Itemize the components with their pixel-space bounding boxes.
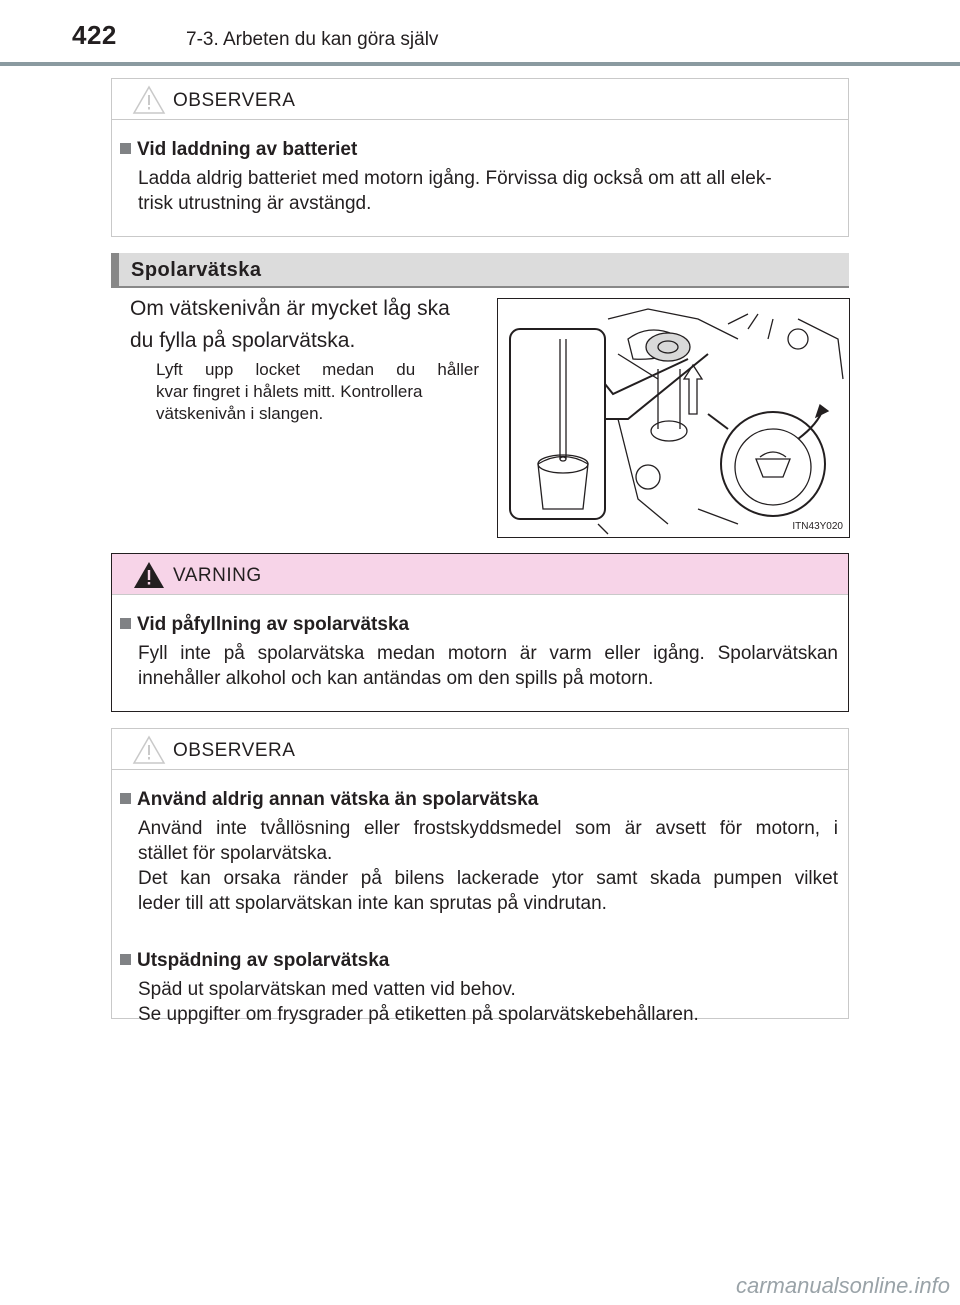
notice-label: OBSERVERA	[173, 90, 296, 111]
text-line: leder till att spolarvätskan inte kan sprutas på vindrutan.	[138, 893, 607, 914]
text-line: Ladda aldrig batteriet med motorn igång. Förvissa dig också om att all elek-	[138, 168, 772, 189]
washer-fluid-cap-illustration-icon	[498, 299, 850, 538]
section-heading	[111, 253, 849, 288]
text-line: stället för spolarvätska.	[138, 843, 333, 864]
text-line: Se uppgifter om frysgrader på etiketten på spolarvätskebehållaren.	[138, 1004, 699, 1025]
item-text	[138, 641, 838, 691]
text-line: Fyll inte på spolarvätska medan motorn är varm eller igång. Spolarvätskan	[138, 643, 838, 664]
caution-triangle-icon	[132, 735, 166, 765]
text-line: Lyft upp locket medan du håller	[156, 360, 479, 379]
watermark: carmanualsonline.info	[735, 1273, 950, 1298]
text-line: trisk utrustning är avstängd.	[138, 193, 372, 214]
text-line: Späd ut spolarvätskan med vatten vid behov.	[138, 979, 516, 1000]
item-title	[120, 789, 538, 811]
section-heading-text: Spolarvätska	[131, 259, 262, 281]
header-rule	[0, 62, 960, 66]
notice-box-battery	[111, 78, 849, 237]
text-line: Om vätskenivån är mycket låg ska	[130, 297, 450, 320]
section-title: 7-3. Arbeten du kan göra själv	[186, 29, 439, 50]
item-text	[138, 816, 838, 916]
item-title	[120, 950, 389, 972]
text-line: kvar fingret i hålets mitt. Kontrollera	[156, 382, 423, 401]
text-line: du fylla på spolarvätska.	[130, 329, 356, 352]
warning-label: VARNING	[173, 565, 262, 586]
text-line: vätskenivån i slangen.	[156, 404, 324, 423]
text-line: Det kan orsaka ränder på bilens lackerade ytor samt skada pumpen vilket	[138, 868, 838, 889]
notice-header	[112, 729, 848, 770]
item-text	[138, 166, 838, 216]
item-title	[120, 139, 357, 161]
item-text	[138, 977, 838, 1027]
text-line: innehåller alkohol och kan antändas om den spills på motorn.	[138, 668, 654, 689]
caution-triangle-icon	[132, 85, 166, 115]
instruction-text	[156, 359, 479, 425]
text-line: Använd inte tvållösning eller frostskyddsmedel som är avsett för motorn, i	[138, 818, 838, 839]
item-title-text: Använd aldrig annan vätska än spolarvätska	[137, 789, 539, 810]
notice-box-washer-fluid	[111, 728, 849, 1025]
warning-box-washer	[111, 553, 849, 712]
figure-code: ITN43Y020	[792, 521, 843, 532]
washer-fluid-figure	[497, 298, 850, 538]
notice-header	[112, 79, 848, 120]
square-bullet-icon	[120, 618, 131, 629]
square-bullet-icon	[120, 954, 131, 965]
square-bullet-icon	[120, 143, 131, 154]
item-title-text: Vid påfyllning av spolarvätska	[137, 614, 410, 635]
page-number: 422	[72, 20, 117, 50]
warning-triangle-icon	[132, 560, 166, 590]
heading-bar	[111, 253, 119, 286]
warning-header	[112, 554, 848, 595]
item-title-text: Utspädning av spolarvätska	[137, 950, 390, 971]
item-title	[120, 614, 409, 636]
notice-label: OBSERVERA	[173, 740, 296, 761]
intro-text	[130, 293, 482, 357]
square-bullet-icon	[120, 793, 131, 804]
item-title-text: Vid laddning av batteriet	[137, 139, 358, 160]
